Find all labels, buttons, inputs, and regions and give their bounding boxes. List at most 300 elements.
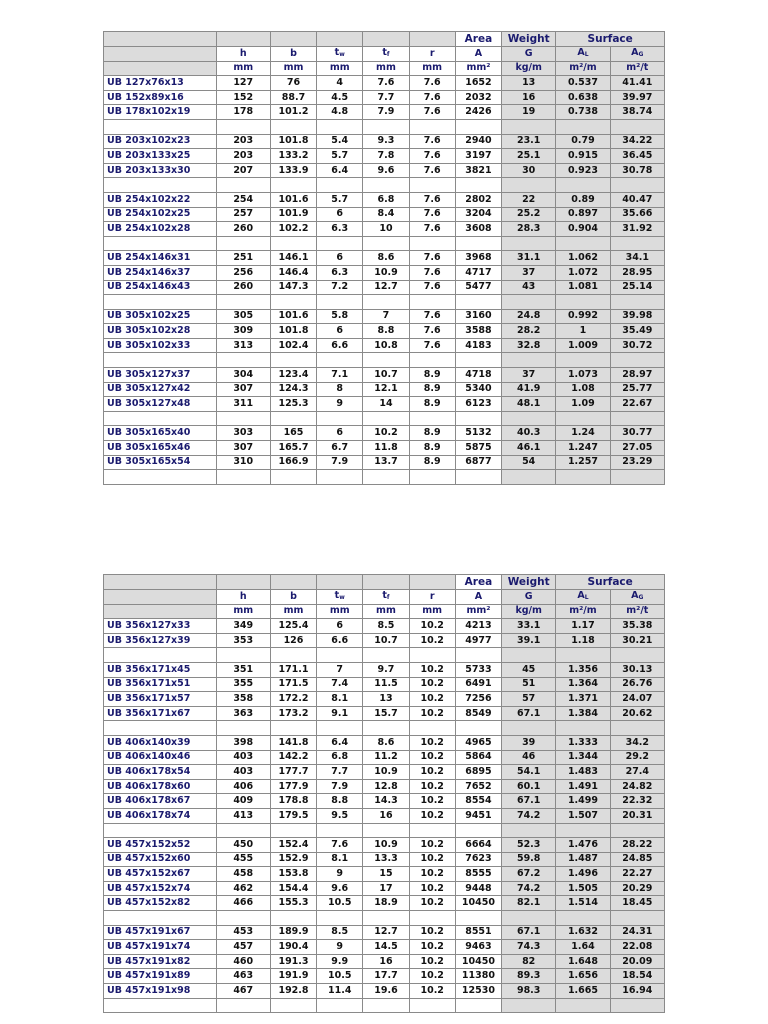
section-value: 82 <box>502 954 556 969</box>
table-row <box>104 692 665 707</box>
section-value: 6664 <box>455 838 501 853</box>
table-row <box>104 455 665 470</box>
section-value: 12.8 <box>363 779 409 794</box>
section-value: 349 <box>216 619 270 634</box>
section-value: 1.09 <box>556 397 610 412</box>
section-value: 9451 <box>455 808 501 823</box>
spacer-cell <box>216 119 270 134</box>
header-symbol <box>610 589 664 604</box>
section-value: 28.3 <box>502 222 556 237</box>
table-row <box>104 265 665 280</box>
section-value: 458 <box>216 867 270 882</box>
section-designation: UB 457x152x82 <box>104 896 217 911</box>
symbol-text: b <box>290 590 297 602</box>
spacer-cell <box>216 295 270 310</box>
header-unit: mm <box>216 61 270 76</box>
header-row-units <box>104 61 665 76</box>
spacer-cell <box>216 353 270 368</box>
section-value: 23.29 <box>610 455 664 470</box>
section-value: 4718 <box>455 368 501 383</box>
section-value: 154.4 <box>270 881 316 896</box>
section-value: 10.2 <box>409 677 455 692</box>
section-value: 54 <box>502 455 556 470</box>
section-value: 30.78 <box>610 163 664 178</box>
section-value: 34.1 <box>610 251 664 266</box>
section-value: 8.5 <box>363 619 409 634</box>
section-value: 7 <box>317 662 363 677</box>
section-designation: UB 457x191x82 <box>104 954 217 969</box>
section-value: 7.6 <box>409 309 455 324</box>
symbol-text: G <box>524 47 533 59</box>
section-value: 30.13 <box>610 662 664 677</box>
section-value: 11.2 <box>363 750 409 765</box>
section-value: 1.356 <box>556 662 610 677</box>
spacer-cell <box>317 236 363 251</box>
section-value: 142.2 <box>270 750 316 765</box>
section-value: 6 <box>317 426 363 441</box>
section-value: 6 <box>317 619 363 634</box>
section-value: 0.79 <box>556 134 610 149</box>
spacer-row <box>104 823 665 838</box>
section-value: 126 <box>270 633 316 648</box>
section-value: 9.3 <box>363 134 409 149</box>
section-value: 8555 <box>455 867 501 882</box>
section-value: 6877 <box>455 455 501 470</box>
section-value: 28.22 <box>610 838 664 853</box>
section-value: 59.8 <box>502 852 556 867</box>
section-value: 152.4 <box>270 838 316 853</box>
section-designation: UB 305x165x40 <box>104 426 217 441</box>
section-value: 254 <box>216 192 270 207</box>
section-value: 7.6 <box>363 76 409 91</box>
spacer-cell <box>317 411 363 426</box>
section-value: 16.94 <box>610 984 664 999</box>
section-value: 1.257 <box>556 455 610 470</box>
section-value: 9.6 <box>363 163 409 178</box>
spacer-cell <box>216 721 270 736</box>
section-designation: UB 457x191x98 <box>104 984 217 999</box>
spacer-cell <box>363 911 409 926</box>
section-value: 14.5 <box>363 940 409 955</box>
section-value: 28.97 <box>610 368 664 383</box>
spacer-cell <box>104 911 217 926</box>
section-value: 9.1 <box>317 706 363 721</box>
spacer-cell <box>409 998 455 1013</box>
table-row <box>104 105 665 120</box>
section-value: 7.6 <box>409 192 455 207</box>
section-value: 10450 <box>455 954 501 969</box>
table-row <box>104 735 665 750</box>
header-blank-cell <box>317 575 363 590</box>
section-value: 155.3 <box>270 896 316 911</box>
symbol-text: G <box>524 590 533 602</box>
section-value: 353 <box>216 633 270 648</box>
section-value: 38.74 <box>610 105 664 120</box>
section-value: 462 <box>216 881 270 896</box>
section-value: 7.9 <box>317 455 363 470</box>
spacer-cell <box>455 119 501 134</box>
section-value: 7.6 <box>409 149 455 164</box>
spacer-cell <box>104 178 217 193</box>
section-value: 310 <box>216 455 270 470</box>
section-value: 10.8 <box>363 338 409 353</box>
section-value: 12.7 <box>363 925 409 940</box>
section-value: 166.9 <box>270 455 316 470</box>
table-row <box>104 881 665 896</box>
section-value: 467 <box>216 984 270 999</box>
section-designation: UB 457x191x67 <box>104 925 217 940</box>
section-value: 16 <box>363 954 409 969</box>
symbol-subscript: G <box>638 50 644 58</box>
spacer-cell <box>409 648 455 663</box>
section-designation: UB 305x165x54 <box>104 455 217 470</box>
spacer-cell <box>556 911 610 926</box>
section-designation: UB 406x140x46 <box>104 750 217 765</box>
section-value: 6 <box>317 207 363 222</box>
section-value: 33.1 <box>502 619 556 634</box>
section-value: 8.6 <box>363 735 409 750</box>
header-area: Area <box>455 32 501 47</box>
section-value: 11380 <box>455 969 501 984</box>
spacer-cell <box>104 648 217 663</box>
header-surface: Surface <box>556 575 665 590</box>
section-value: 2940 <box>455 134 501 149</box>
section-value: 37 <box>502 368 556 383</box>
section-value: 4.8 <box>317 105 363 120</box>
section-value: 3160 <box>455 309 501 324</box>
spacer-cell <box>502 911 556 926</box>
section-value: 17 <box>363 881 409 896</box>
header-row-symbols <box>104 46 665 61</box>
section-value: 457 <box>216 940 270 955</box>
section-value: 45 <box>502 662 556 677</box>
section-value: 28.2 <box>502 324 556 339</box>
section-designation: UB 305x102x33 <box>104 338 217 353</box>
header-symbol <box>455 589 501 604</box>
section-value: 28.95 <box>610 265 664 280</box>
section-value: 7.6 <box>409 105 455 120</box>
section-value: 13 <box>363 692 409 707</box>
section-value: 22.67 <box>610 397 664 412</box>
section-value: 7.6 <box>317 838 363 853</box>
section-value: 4213 <box>455 619 501 634</box>
section-value: 7623 <box>455 852 501 867</box>
section-designation: UB 305x127x37 <box>104 368 217 383</box>
section-designation: UB 356x171x57 <box>104 692 217 707</box>
spacer-cell <box>216 998 270 1013</box>
section-value: 1.009 <box>556 338 610 353</box>
section-value: 6 <box>317 324 363 339</box>
section-value: 10.9 <box>363 838 409 853</box>
section-value: 0.638 <box>556 90 610 105</box>
spacer-row <box>104 411 665 426</box>
spacer-cell <box>502 470 556 485</box>
table-row <box>104 867 665 882</box>
header-unit: mm <box>363 604 409 619</box>
section-value: 39.97 <box>610 90 664 105</box>
section-value: 1.648 <box>556 954 610 969</box>
section-value: 190.4 <box>270 940 316 955</box>
section-value: 257 <box>216 207 270 222</box>
section-value: 5.8 <box>317 309 363 324</box>
section-value: 7.6 <box>409 163 455 178</box>
table-row <box>104 896 665 911</box>
section-value: 24.85 <box>610 852 664 867</box>
table-row <box>104 426 665 441</box>
header-weight: Weight <box>502 32 556 47</box>
section-value: 409 <box>216 794 270 809</box>
header-symbol <box>610 46 664 61</box>
spacer-cell <box>455 295 501 310</box>
spacer-cell <box>104 119 217 134</box>
section-value: 10.2 <box>409 808 455 823</box>
symbol-text: A <box>474 47 483 59</box>
section-value: 7.6 <box>409 222 455 237</box>
spacer-cell <box>104 823 217 838</box>
section-designation: UB 356x127x39 <box>104 633 217 648</box>
spacer-row <box>104 998 665 1013</box>
symbol-text: A <box>577 46 585 58</box>
section-value: 8.1 <box>317 852 363 867</box>
section-value: 152.9 <box>270 852 316 867</box>
header-blank-cell <box>409 32 455 47</box>
spacer-cell <box>556 353 610 368</box>
section-value: 74.2 <box>502 808 556 823</box>
header-row-symbols <box>104 589 665 604</box>
section-value: 35.49 <box>610 324 664 339</box>
section-value: 30.72 <box>610 338 664 353</box>
spacer-cell <box>363 998 409 1013</box>
spacer-cell <box>270 178 316 193</box>
spacer-cell <box>363 470 409 485</box>
section-value: 1.364 <box>556 677 610 692</box>
spacer-cell <box>216 823 270 838</box>
section-value: 251 <box>216 251 270 266</box>
section-value: 102.4 <box>270 338 316 353</box>
spacer-cell <box>409 411 455 426</box>
section-value: 6 <box>317 251 363 266</box>
section-value: 8.1 <box>317 692 363 707</box>
header-symbol <box>409 46 455 61</box>
section-designation: UB 152x89x16 <box>104 90 217 105</box>
spacer-cell <box>104 470 217 485</box>
header-symbol <box>556 589 610 604</box>
spacer-cell <box>317 823 363 838</box>
section-value: 9448 <box>455 881 501 896</box>
section-value: 10.9 <box>363 765 409 780</box>
table-row <box>104 779 665 794</box>
section-value: 5875 <box>455 441 501 456</box>
table-row <box>104 76 665 91</box>
symbol-text: h <box>239 47 247 59</box>
section-designation: UB 457x191x89 <box>104 969 217 984</box>
section-value: 40.47 <box>610 192 664 207</box>
spacer-row <box>104 353 665 368</box>
section-value: 10.5 <box>317 896 363 911</box>
section-value: 5.7 <box>317 192 363 207</box>
section-value: 10.2 <box>409 662 455 677</box>
section-value: 146.4 <box>270 265 316 280</box>
spacer-cell <box>363 178 409 193</box>
section-value: 1.081 <box>556 280 610 295</box>
header-blank-cell <box>104 604 217 619</box>
table-row <box>104 441 665 456</box>
header-unit: mm <box>317 604 363 619</box>
section-value: 9.9 <box>317 954 363 969</box>
spacer-cell <box>216 411 270 426</box>
spacer-cell <box>409 119 455 134</box>
section-value: 6.4 <box>317 735 363 750</box>
section-value: 165.7 <box>270 441 316 456</box>
section-value: 39.98 <box>610 309 664 324</box>
section-value: 9 <box>317 397 363 412</box>
section-value: 191.3 <box>270 954 316 969</box>
spacer-cell <box>317 721 363 736</box>
section-value: 6.8 <box>317 750 363 765</box>
section-designation: UB 356x127x33 <box>104 619 217 634</box>
spacer-cell <box>556 721 610 736</box>
spacer-row <box>104 721 665 736</box>
header-symbol <box>270 46 316 61</box>
section-value: 2032 <box>455 90 501 105</box>
section-value: 6.6 <box>317 633 363 648</box>
section-designation: UB 127x76x13 <box>104 76 217 91</box>
section-value: 22.27 <box>610 867 664 882</box>
table-row <box>104 338 665 353</box>
spacer-cell <box>610 236 664 251</box>
section-designation: UB 457x152x67 <box>104 867 217 882</box>
section-value: 101.9 <box>270 207 316 222</box>
section-designation: UB 254x146x43 <box>104 280 217 295</box>
section-value: 6.3 <box>317 265 363 280</box>
section-value: 10 <box>363 222 409 237</box>
section-value: 22.32 <box>610 794 664 809</box>
section-value: 24.07 <box>610 692 664 707</box>
section-value: 76 <box>270 76 316 91</box>
spacer-cell <box>104 353 217 368</box>
spacer-cell <box>363 721 409 736</box>
section-value: 8.8 <box>363 324 409 339</box>
spacer-cell <box>216 178 270 193</box>
symbol-text: A <box>631 589 639 601</box>
spacer-cell <box>270 823 316 838</box>
section-value: 10.2 <box>409 779 455 794</box>
section-value: 9 <box>317 940 363 955</box>
section-value: 60.1 <box>502 779 556 794</box>
table-row <box>104 90 665 105</box>
section-value: 8 <box>317 382 363 397</box>
section-value: 177.7 <box>270 765 316 780</box>
section-value: 25.1 <box>502 149 556 164</box>
section-value: 82.1 <box>502 896 556 911</box>
spacer-cell <box>270 648 316 663</box>
section-value: 7.7 <box>317 765 363 780</box>
table-row <box>104 633 665 648</box>
section-value: 1652 <box>455 76 501 91</box>
symbol-text: A <box>631 46 639 58</box>
header-symbol <box>455 46 501 61</box>
spacer-cell <box>455 823 501 838</box>
section-value: 133.2 <box>270 149 316 164</box>
section-value: 8.4 <box>363 207 409 222</box>
section-value: 31.92 <box>610 222 664 237</box>
section-value: 3821 <box>455 163 501 178</box>
table-row <box>104 382 665 397</box>
section-value: 20.62 <box>610 706 664 721</box>
section-value: 0.923 <box>556 163 610 178</box>
spacer-cell <box>610 353 664 368</box>
section-value: 6.3 <box>317 222 363 237</box>
table-row <box>104 280 665 295</box>
spacer-cell <box>556 411 610 426</box>
section-value: 5864 <box>455 750 501 765</box>
symbol-text: t <box>334 46 340 58</box>
spacer-cell <box>556 178 610 193</box>
section-value: 2802 <box>455 192 501 207</box>
section-value: 1.17 <box>556 619 610 634</box>
table-row <box>104 706 665 721</box>
section-designation: UB 305x102x28 <box>104 324 217 339</box>
header-blank-cell <box>104 46 217 61</box>
section-value: 125.4 <box>270 619 316 634</box>
section-value: 311 <box>216 397 270 412</box>
header-unit: kg/m <box>502 604 556 619</box>
section-value: 7.9 <box>317 779 363 794</box>
spacer-cell <box>502 353 556 368</box>
section-value: 101.8 <box>270 324 316 339</box>
section-value: 10.9 <box>363 265 409 280</box>
spacer-cell <box>363 353 409 368</box>
header-unit: m²/m <box>556 61 610 76</box>
section-value: 4965 <box>455 735 501 750</box>
spacer-cell <box>502 998 556 1013</box>
header-unit: mm² <box>455 61 501 76</box>
spacer-cell <box>409 178 455 193</box>
section-designation: UB 178x102x19 <box>104 105 217 120</box>
section-value: 46 <box>502 750 556 765</box>
section-value: 89.3 <box>502 969 556 984</box>
section-value: 24.8 <box>502 309 556 324</box>
section-value: 40.3 <box>502 426 556 441</box>
spacer-cell <box>216 236 270 251</box>
section-value: 1.499 <box>556 794 610 809</box>
section-value: 304 <box>216 368 270 383</box>
section-value: 1.507 <box>556 808 610 823</box>
spacer-cell <box>556 648 610 663</box>
section-designation: UB 203x102x23 <box>104 134 217 149</box>
section-value: 23.1 <box>502 134 556 149</box>
header-row-titles <box>104 575 665 590</box>
header-weight: Weight <box>502 575 556 590</box>
section-value: 5132 <box>455 426 501 441</box>
section-value: 6491 <box>455 677 501 692</box>
section-value: 10.2 <box>409 867 455 882</box>
spacer-cell <box>363 411 409 426</box>
section-value: 22 <box>502 192 556 207</box>
spacer-cell <box>317 998 363 1013</box>
section-value: 19.6 <box>363 984 409 999</box>
spacer-cell <box>409 823 455 838</box>
section-value: 46.1 <box>502 441 556 456</box>
table-row <box>104 765 665 780</box>
header-unit: mm <box>363 61 409 76</box>
section-value: 1.64 <box>556 940 610 955</box>
spacer-cell <box>317 178 363 193</box>
section-value: 7.6 <box>409 324 455 339</box>
section-value: 1.08 <box>556 382 610 397</box>
header-symbol <box>216 46 270 61</box>
section-value: 0.915 <box>556 149 610 164</box>
